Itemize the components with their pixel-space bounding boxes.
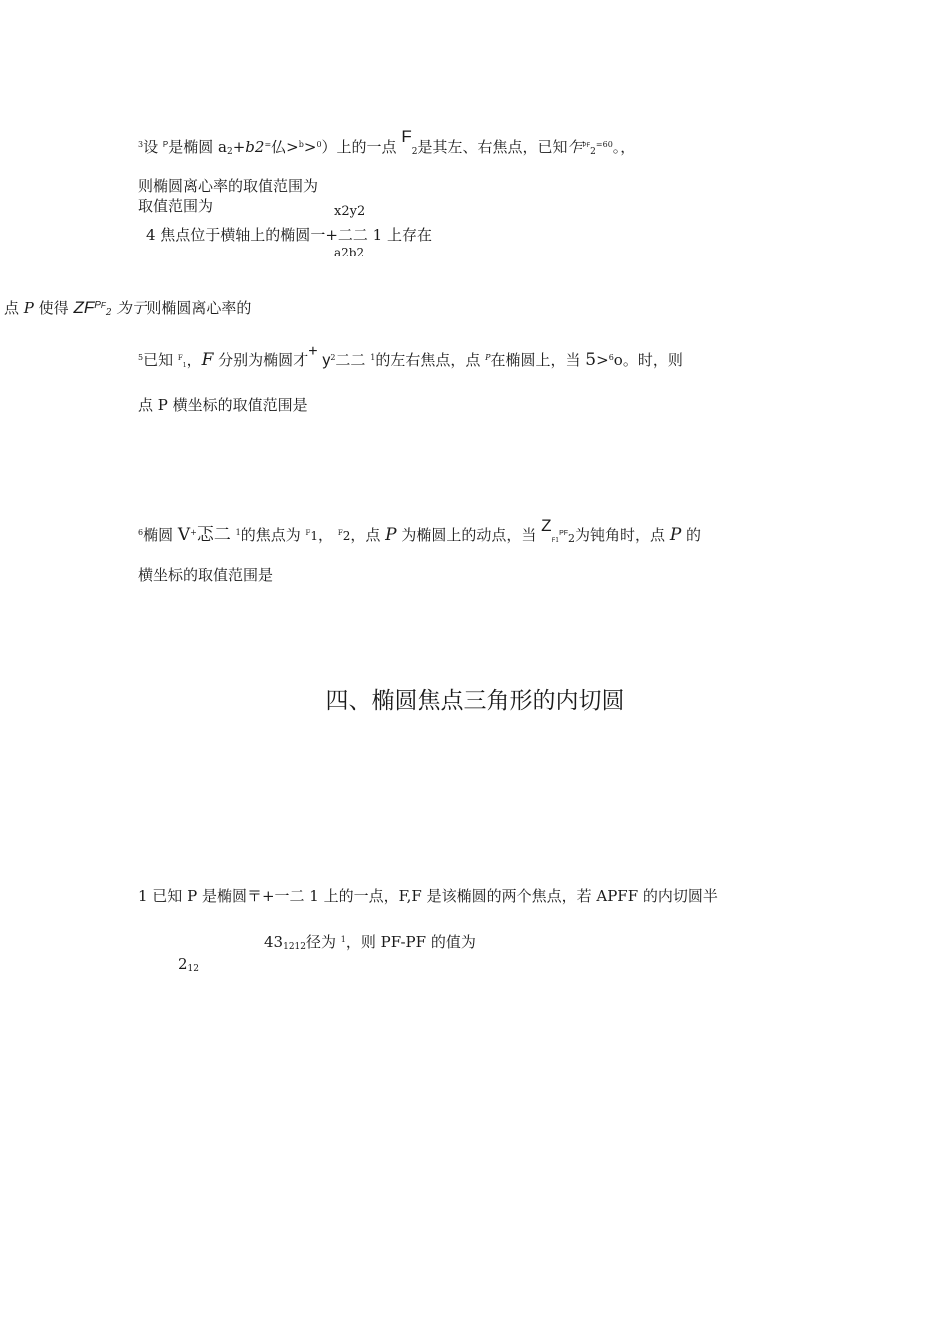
text: 43 [264, 933, 284, 951]
math-subscript: 1 [555, 537, 560, 544]
problem-5-line-2: 点 P 横坐标的取值范围是 [138, 396, 308, 414]
problem-1-line-2 [264, 931, 476, 956]
text: 为椭圆上的动点，当 [401, 526, 537, 544]
problem-4-fraction-top: x2y2 [334, 204, 366, 219]
text: 为钝角时，点 [575, 526, 666, 544]
math-subscript: 2 [342, 529, 351, 543]
math-symbol: 1 [235, 528, 241, 537]
text: 在椭圆上，当 [490, 351, 581, 369]
problem-1-line-1: 1 已知 P 是椭圆〒+一二 1 上的一点，F,F 是该椭圆的两个焦点，若 APFF 的内切圆半 [138, 887, 718, 905]
text: 分别为椭圆 [218, 351, 294, 369]
problem-4-line-1: 4 焦点位于横轴上的椭圆一+二二 1 上存在 [146, 226, 432, 244]
math-symbol: ZF [73, 298, 95, 317]
math-symbol: Z [541, 516, 552, 535]
text: 使得 [38, 299, 69, 317]
text: ，则 PF-PF 的值为 [345, 933, 476, 951]
math-subscript: 2 [226, 147, 233, 157]
math-superscript: 6 [608, 353, 614, 362]
math-subscript: 2 [105, 308, 112, 318]
math-symbol: P [669, 525, 682, 545]
math-symbol: 0 [316, 140, 322, 149]
problem-number: 6 [138, 528, 144, 537]
math-symbol: F [401, 127, 412, 146]
math-symbol: > [286, 138, 299, 156]
math-symbol: P [385, 525, 397, 545]
math-symbol: PF [559, 530, 569, 537]
text: 乍 [567, 138, 583, 156]
math-symbol: F [305, 529, 311, 537]
text: ， [318, 526, 334, 544]
text: 的焦点为 [240, 526, 301, 544]
math-symbol: 5 [585, 350, 597, 370]
math-symbol: + [308, 343, 318, 360]
text: 是椭圆 [168, 138, 214, 156]
math-symbol: 60 [602, 140, 613, 149]
math-symbol: b2 [245, 138, 265, 156]
math-symbol: > [303, 138, 317, 156]
math-symbol: = [595, 140, 603, 149]
math-symbol: V [177, 525, 191, 545]
math-symbol: + [190, 528, 197, 537]
math-symbol: 1 [370, 353, 376, 362]
math-symbol: o [613, 351, 623, 369]
math-symbol: P [94, 300, 101, 311]
problem-6-line-2: 横坐标的取值范围是 [138, 566, 274, 584]
section-heading: 四、椭圆焦点三角形的内切圆 [325, 688, 625, 714]
math-symbol: PF [582, 143, 591, 149]
text: 。， [612, 138, 636, 156]
problem-1-line-3 [178, 955, 199, 978]
math-symbol: P [23, 299, 34, 317]
text: ，点 [350, 526, 381, 544]
math-symbol: P [485, 353, 491, 362]
math-subscript: 2 [568, 532, 576, 545]
text: 已知 [143, 351, 174, 369]
problem-number: 5 [138, 353, 144, 362]
math-symbol: a [218, 138, 227, 156]
math-symbol: F [337, 529, 343, 537]
text: 的 [686, 526, 702, 544]
text: 忑二 [196, 525, 231, 545]
text: 为亍 [116, 299, 147, 317]
text: 。时，则 [622, 351, 683, 369]
math-symbol: = [264, 140, 272, 149]
problem-4-line-2 [4, 297, 251, 322]
text: ， [186, 351, 202, 369]
text: 2 [178, 955, 188, 973]
math-subscript: 1 [310, 529, 319, 543]
text: 椭圆 [143, 526, 174, 544]
math-symbol: F [201, 350, 214, 370]
problem-3-line-1 [138, 127, 636, 161]
math-symbol: P [162, 140, 169, 149]
problem-3-line-2: 则椭圆离心率的取值范围为 [138, 177, 319, 195]
math-superscript: 2 [330, 353, 336, 362]
math-subscript: 1212 [283, 942, 306, 952]
text: 才 [293, 351, 309, 369]
math-symbol: F [551, 538, 556, 544]
text: 则椭圆离心率的 [146, 299, 252, 317]
problem-3-line-3: 取值范围为 [138, 197, 214, 215]
math-superscript: 1 [340, 935, 346, 944]
text: 的左右焦点，点 [375, 351, 481, 369]
math-subscript: 1 [182, 362, 187, 369]
problem-6-line-1 [138, 516, 702, 550]
text: 是其左、右焦点，已知 [417, 138, 568, 156]
problem-4-fraction-bottom: a2b2 [334, 246, 365, 256]
math-symbol: b [298, 140, 304, 149]
text: ）上的一点 [321, 138, 397, 156]
text: 点 [4, 299, 20, 317]
math-subscript: 2 [590, 147, 596, 157]
problem-number: 3 [138, 140, 144, 149]
problem-5-line-1 [138, 343, 683, 375]
text: 仏 [271, 138, 287, 156]
math-subscript: 12 [187, 964, 199, 974]
math-symbol: y [322, 352, 331, 369]
text: 设 [143, 138, 159, 156]
math-symbol: + [232, 138, 246, 156]
text: 径为 [306, 933, 337, 951]
math-subscript: 2 [411, 147, 418, 157]
math-symbol: F [100, 301, 106, 310]
math-symbol: F [177, 354, 183, 362]
math-symbol: > [596, 351, 609, 369]
text: 二二 [335, 351, 366, 369]
